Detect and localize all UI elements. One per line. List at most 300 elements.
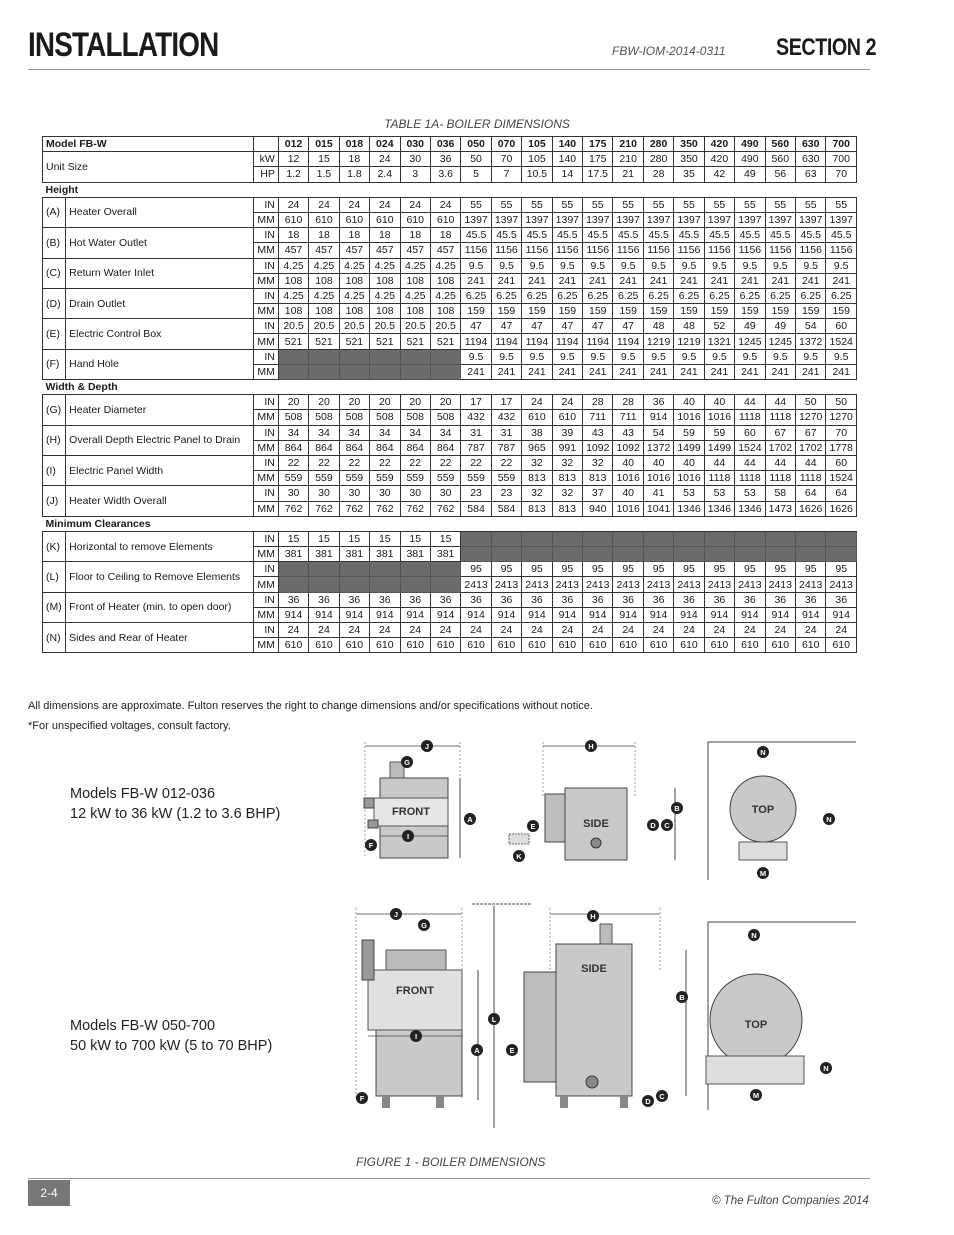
dim-f-letter: F xyxy=(368,841,374,850)
value-mm: 1194 xyxy=(613,334,643,349)
unit-size-kw-row xyxy=(43,152,857,167)
value-in: 20 xyxy=(430,395,460,410)
value-in: 24 xyxy=(643,623,673,638)
na-cell xyxy=(309,577,339,592)
value-mm: 1397 xyxy=(613,212,643,227)
value-mm: 2413 xyxy=(643,577,673,592)
value-mm: 1270 xyxy=(826,410,857,425)
value-in: 30 xyxy=(278,486,308,501)
value-mm: 1092 xyxy=(583,440,613,455)
value-mm: 1156 xyxy=(583,243,613,258)
value-mm: 1156 xyxy=(613,243,643,258)
value-in: 30 xyxy=(370,486,400,501)
value-mm: 1156 xyxy=(674,243,704,258)
value-mm: 559 xyxy=(400,471,430,486)
value-mm: 159 xyxy=(643,304,673,319)
dim-n-letter-large: N xyxy=(751,931,757,940)
value-mm: 381 xyxy=(278,547,308,562)
value-in: 32 xyxy=(522,486,552,501)
dim-g-letter: G xyxy=(404,758,410,767)
value-mm: 940 xyxy=(583,501,613,516)
na-cell xyxy=(735,547,765,562)
value-in: 36 xyxy=(339,592,369,607)
model-header: 012 xyxy=(278,137,308,152)
value-in: 55 xyxy=(735,197,765,212)
value-in: 6.25 xyxy=(461,288,491,303)
unit-in: IN xyxy=(253,395,278,410)
value-in: 20 xyxy=(278,395,308,410)
value-in: 15 xyxy=(430,531,460,546)
value-mm: 241 xyxy=(765,364,795,379)
value-mm: 1499 xyxy=(674,440,704,455)
value-in: 48 xyxy=(674,319,704,334)
value-in: 55 xyxy=(613,197,643,212)
dimension-row-in xyxy=(43,425,857,440)
value-in: 9.5 xyxy=(461,349,491,364)
value-mm: 1626 xyxy=(796,501,826,516)
value-mm: 241 xyxy=(491,273,521,288)
na-cell xyxy=(370,364,400,379)
value-mm: 914 xyxy=(400,607,430,622)
hp-value: 1.5 xyxy=(309,167,339,182)
value-mm: 1321 xyxy=(704,334,734,349)
value-in: 20 xyxy=(370,395,400,410)
value-mm: 1245 xyxy=(765,334,795,349)
value-mm: 241 xyxy=(674,273,704,288)
dimension-row-in xyxy=(43,258,857,273)
value-in: 38 xyxy=(522,425,552,440)
value-in: 24 xyxy=(400,197,430,212)
note-approximate: All dimensions are approximate. Fulton reserves the right to change dimensions and/or specifications without notice. xyxy=(28,700,593,712)
value-mm: 2413 xyxy=(704,577,734,592)
na-cell xyxy=(400,349,430,364)
kw-value: 420 xyxy=(704,152,734,167)
value-mm: 241 xyxy=(765,273,795,288)
value-in: 24 xyxy=(704,623,734,638)
value-mm: 1118 xyxy=(735,471,765,486)
value-in: 45.5 xyxy=(796,228,826,243)
value-in: 6.25 xyxy=(552,288,582,303)
na-cell xyxy=(309,349,339,364)
value-mm: 610 xyxy=(735,638,765,653)
value-in: 54 xyxy=(796,319,826,334)
na-cell xyxy=(765,531,795,546)
value-in: 95 xyxy=(491,562,521,577)
dimension-row-in xyxy=(43,562,857,577)
value-mm: 610 xyxy=(643,638,673,653)
value-mm: 1397 xyxy=(643,212,673,227)
value-mm: 108 xyxy=(339,304,369,319)
value-in: 53 xyxy=(735,486,765,501)
value-in: 95 xyxy=(552,562,582,577)
value-mm: 1156 xyxy=(552,243,582,258)
value-in: 36 xyxy=(674,592,704,607)
value-in: 95 xyxy=(522,562,552,577)
value-in: 44 xyxy=(704,455,734,470)
value-in: 17 xyxy=(491,395,521,410)
value-mm: 914 xyxy=(583,607,613,622)
na-cell xyxy=(704,547,734,562)
value-in: 32 xyxy=(583,455,613,470)
dimension-label: Sides and Rear of Heater xyxy=(66,623,253,653)
dim-m-letter-large: M xyxy=(752,1091,760,1100)
value-mm: 1156 xyxy=(643,243,673,258)
dimension-code: (J) xyxy=(43,486,66,516)
value-in: 50 xyxy=(826,395,857,410)
value-in: 36 xyxy=(704,592,734,607)
unit-hp: HP xyxy=(253,167,278,182)
value-mm: 457 xyxy=(400,243,430,258)
value-mm: 610 xyxy=(522,638,552,653)
page-number: 2-4 xyxy=(28,1180,70,1206)
value-mm: 762 xyxy=(370,501,400,516)
unit-in: IN xyxy=(253,623,278,638)
dim-a-letter-large: A xyxy=(474,1046,480,1055)
value-mm: 241 xyxy=(643,273,673,288)
kw-value: 12 xyxy=(278,152,308,167)
value-mm: 1016 xyxy=(674,471,704,486)
value-mm: 610 xyxy=(370,212,400,227)
value-in: 55 xyxy=(552,197,582,212)
value-mm: 559 xyxy=(370,471,400,486)
hp-value: 70 xyxy=(826,167,857,182)
value-mm: 508 xyxy=(339,410,369,425)
value-mm: 521 xyxy=(400,334,430,349)
value-mm: 991 xyxy=(552,440,582,455)
value-in: 45.5 xyxy=(583,228,613,243)
na-cell xyxy=(826,531,857,546)
value-mm: 1156 xyxy=(522,243,552,258)
value-mm: 159 xyxy=(765,304,795,319)
value-mm: 610 xyxy=(704,638,734,653)
value-in: 34 xyxy=(430,425,460,440)
value-mm: 241 xyxy=(826,364,857,379)
value-in: 36 xyxy=(765,592,795,607)
value-mm: 1524 xyxy=(735,440,765,455)
unit-mm: MM xyxy=(253,364,278,379)
na-cell xyxy=(278,349,308,364)
value-mm: 610 xyxy=(491,638,521,653)
value-mm: 1245 xyxy=(735,334,765,349)
value-mm: 2413 xyxy=(461,577,491,592)
value-in: 6.25 xyxy=(491,288,521,303)
value-mm: 864 xyxy=(370,440,400,455)
hp-value: 10.5 xyxy=(522,167,552,182)
value-in: 45.5 xyxy=(674,228,704,243)
value-in: 24 xyxy=(613,623,643,638)
value-in: 36 xyxy=(309,592,339,607)
dim-g-letter-large: G xyxy=(421,921,427,930)
dimension-code: (F) xyxy=(43,349,66,379)
value-in: 9.5 xyxy=(613,258,643,273)
value-mm: 1346 xyxy=(735,501,765,516)
kw-value: 140 xyxy=(552,152,582,167)
value-in: 4.25 xyxy=(339,258,369,273)
unit-mm: MM xyxy=(253,577,278,592)
na-cell xyxy=(430,364,460,379)
large-model-rating: 50 kW to 700 kW (5 to 70 BHP) xyxy=(70,1038,273,1054)
value-mm: 610 xyxy=(796,638,826,653)
value-mm: 914 xyxy=(430,607,460,622)
value-mm: 381 xyxy=(370,547,400,562)
na-cell xyxy=(491,547,521,562)
value-in: 24 xyxy=(522,623,552,638)
na-cell xyxy=(461,531,491,546)
value-in: 6.25 xyxy=(583,288,613,303)
value-in: 40 xyxy=(674,455,704,470)
value-mm: 610 xyxy=(309,638,339,653)
value-mm: 914 xyxy=(826,607,857,622)
value-mm: 762 xyxy=(278,501,308,516)
value-in: 30 xyxy=(430,486,460,501)
na-cell xyxy=(613,531,643,546)
value-in: 28 xyxy=(583,395,613,410)
value-in: 95 xyxy=(613,562,643,577)
value-in: 20.5 xyxy=(309,319,339,334)
value-in: 41 xyxy=(643,486,673,501)
value-in: 67 xyxy=(765,425,795,440)
value-mm: 159 xyxy=(491,304,521,319)
large-top-view-drawing xyxy=(706,920,856,1110)
value-in: 40 xyxy=(613,455,643,470)
value-mm: 914 xyxy=(339,607,369,622)
section-header-row xyxy=(43,182,857,197)
model-header: 018 xyxy=(339,137,369,152)
kw-value: 105 xyxy=(522,152,552,167)
value-mm: 241 xyxy=(613,364,643,379)
kw-value: 560 xyxy=(765,152,795,167)
na-cell xyxy=(278,562,308,577)
unit-in: IN xyxy=(253,425,278,440)
value-mm: 1118 xyxy=(704,471,734,486)
value-mm: 1372 xyxy=(796,334,826,349)
value-in: 43 xyxy=(583,425,613,440)
model-header: 700 xyxy=(826,137,857,152)
value-in: 15 xyxy=(400,531,430,546)
value-mm: 2413 xyxy=(735,577,765,592)
value-mm: 610 xyxy=(430,212,460,227)
value-in: 40 xyxy=(643,455,673,470)
dimension-code: (G) xyxy=(43,395,66,425)
value-mm: 108 xyxy=(370,304,400,319)
document-code: FBW-IOM-2014-0311 xyxy=(612,44,726,58)
na-cell xyxy=(278,364,308,379)
value-in: 45.5 xyxy=(491,228,521,243)
model-header: 420 xyxy=(704,137,734,152)
na-cell xyxy=(339,364,369,379)
dimension-row-in xyxy=(43,592,857,607)
value-mm: 1524 xyxy=(826,334,857,349)
unit-mm: MM xyxy=(253,471,278,486)
value-in: 60 xyxy=(826,455,857,470)
value-mm: 559 xyxy=(278,471,308,486)
value-mm: 864 xyxy=(339,440,369,455)
value-mm: 2413 xyxy=(583,577,613,592)
value-mm: 787 xyxy=(461,440,491,455)
hp-value: 28 xyxy=(643,167,673,182)
value-mm: 508 xyxy=(370,410,400,425)
value-mm: 1702 xyxy=(765,440,795,455)
dim-f-letter-large: F xyxy=(359,1094,365,1103)
value-mm: 559 xyxy=(309,471,339,486)
value-mm: 762 xyxy=(309,501,339,516)
value-in: 45.5 xyxy=(826,228,857,243)
value-in: 36 xyxy=(400,592,430,607)
dim-d-letter: D xyxy=(650,821,656,830)
table-title: TABLE 1A- BOILER DIMENSIONS xyxy=(384,117,570,131)
hp-value: 5 xyxy=(461,167,491,182)
value-in: 64 xyxy=(826,486,857,501)
value-mm: 584 xyxy=(491,501,521,516)
value-in: 34 xyxy=(400,425,430,440)
dimension-label: Hot Water Outlet xyxy=(66,228,253,258)
value-mm: 914 xyxy=(309,607,339,622)
value-mm: 108 xyxy=(430,304,460,319)
value-mm: 813 xyxy=(552,501,582,516)
value-in: 9.5 xyxy=(826,258,857,273)
value-in: 9.5 xyxy=(796,349,826,364)
value-in: 36 xyxy=(522,592,552,607)
unit-in: IN xyxy=(253,258,278,273)
large-front-label: FRONT xyxy=(396,985,434,997)
value-mm: 711 xyxy=(583,410,613,425)
value-mm: 1397 xyxy=(796,212,826,227)
value-in: 36 xyxy=(613,592,643,607)
model-header: 050 xyxy=(461,137,491,152)
na-cell xyxy=(522,547,552,562)
na-cell xyxy=(826,547,857,562)
value-in: 32 xyxy=(522,455,552,470)
value-in: 20.5 xyxy=(339,319,369,334)
model-header: 105 xyxy=(522,137,552,152)
value-in: 45.5 xyxy=(461,228,491,243)
value-in: 36 xyxy=(796,592,826,607)
value-in: 9.5 xyxy=(643,349,673,364)
value-in: 24 xyxy=(370,197,400,212)
dimension-label: Heater Width Overall xyxy=(66,486,253,516)
value-in: 20.5 xyxy=(430,319,460,334)
value-in: 36 xyxy=(461,592,491,607)
dim-c-letter-large: C xyxy=(659,1092,665,1101)
value-in: 6.25 xyxy=(704,288,734,303)
value-mm: 813 xyxy=(522,501,552,516)
value-mm: 521 xyxy=(339,334,369,349)
value-mm: 1016 xyxy=(643,471,673,486)
value-mm: 864 xyxy=(309,440,339,455)
value-in: 20.5 xyxy=(400,319,430,334)
kw-value: 70 xyxy=(491,152,521,167)
large-model-range: Models FB-W 050-700 xyxy=(70,1018,216,1034)
value-in: 30 xyxy=(400,486,430,501)
dim-k-letter: K xyxy=(516,852,522,861)
value-in: 6.25 xyxy=(735,288,765,303)
value-in: 4.25 xyxy=(370,288,400,303)
value-mm: 1156 xyxy=(704,243,734,258)
value-mm: 914 xyxy=(643,607,673,622)
value-mm: 241 xyxy=(704,273,734,288)
value-in: 95 xyxy=(826,562,857,577)
unit-in: IN xyxy=(253,319,278,334)
na-cell xyxy=(370,577,400,592)
unit-in: IN xyxy=(253,197,278,212)
value-mm: 762 xyxy=(339,501,369,516)
value-in: 6.25 xyxy=(643,288,673,303)
value-mm: 559 xyxy=(430,471,460,486)
value-mm: 1156 xyxy=(796,243,826,258)
table-header-row xyxy=(43,137,857,152)
value-mm: 159 xyxy=(704,304,734,319)
value-mm: 2413 xyxy=(522,577,552,592)
value-mm: 610 xyxy=(765,638,795,653)
dimension-label: Hand Hole xyxy=(66,349,253,379)
section-title: Width & Depth xyxy=(43,380,857,395)
value-mm: 914 xyxy=(735,607,765,622)
dimension-row-in xyxy=(43,197,857,212)
value-mm: 914 xyxy=(704,607,734,622)
unit-mm: MM xyxy=(253,501,278,516)
value-in: 58 xyxy=(765,486,795,501)
dimension-code: (N) xyxy=(43,623,66,653)
value-mm: 2413 xyxy=(613,577,643,592)
value-mm: 1524 xyxy=(826,471,857,486)
na-cell xyxy=(339,349,369,364)
value-in: 44 xyxy=(765,395,795,410)
unit-mm: MM xyxy=(253,212,278,227)
value-in: 67 xyxy=(796,425,826,440)
value-mm: 1346 xyxy=(704,501,734,516)
na-cell xyxy=(309,364,339,379)
value-mm: 965 xyxy=(522,440,552,455)
value-mm: 1118 xyxy=(796,471,826,486)
dim-i-letter-large: I xyxy=(414,1032,418,1041)
value-in: 49 xyxy=(765,319,795,334)
value-mm: 432 xyxy=(491,410,521,425)
dimension-label: Horizontal to remove Elements xyxy=(66,531,253,561)
value-mm: 1194 xyxy=(583,334,613,349)
value-in: 55 xyxy=(826,197,857,212)
value-in: 9.5 xyxy=(704,349,734,364)
value-mm: 914 xyxy=(491,607,521,622)
value-mm: 1372 xyxy=(643,440,673,455)
value-mm: 787 xyxy=(491,440,521,455)
hp-value: 49 xyxy=(735,167,765,182)
value-mm: 241 xyxy=(583,364,613,379)
value-in: 53 xyxy=(704,486,734,501)
value-in: 9.5 xyxy=(461,258,491,273)
large-side-label: SIDE xyxy=(581,963,607,975)
unit-spacer xyxy=(253,137,278,152)
value-mm: 610 xyxy=(430,638,460,653)
value-in: 23 xyxy=(461,486,491,501)
value-in: 22 xyxy=(430,455,460,470)
value-mm: 508 xyxy=(309,410,339,425)
dim-n-letter-large-right: N xyxy=(823,1064,829,1073)
model-header: 210 xyxy=(613,137,643,152)
hp-value: 63 xyxy=(796,167,826,182)
value-in: 4.25 xyxy=(278,258,308,273)
value-mm: 762 xyxy=(400,501,430,516)
value-in: 15 xyxy=(339,531,369,546)
value-mm: 1118 xyxy=(765,410,795,425)
dim-a-letter: A xyxy=(467,815,473,824)
na-cell xyxy=(704,531,734,546)
dim-m-letter: M xyxy=(759,869,767,878)
value-mm: 108 xyxy=(370,273,400,288)
value-in: 9.5 xyxy=(522,349,552,364)
value-mm: 914 xyxy=(643,410,673,425)
value-mm: 610 xyxy=(674,638,704,653)
value-in: 22 xyxy=(461,455,491,470)
